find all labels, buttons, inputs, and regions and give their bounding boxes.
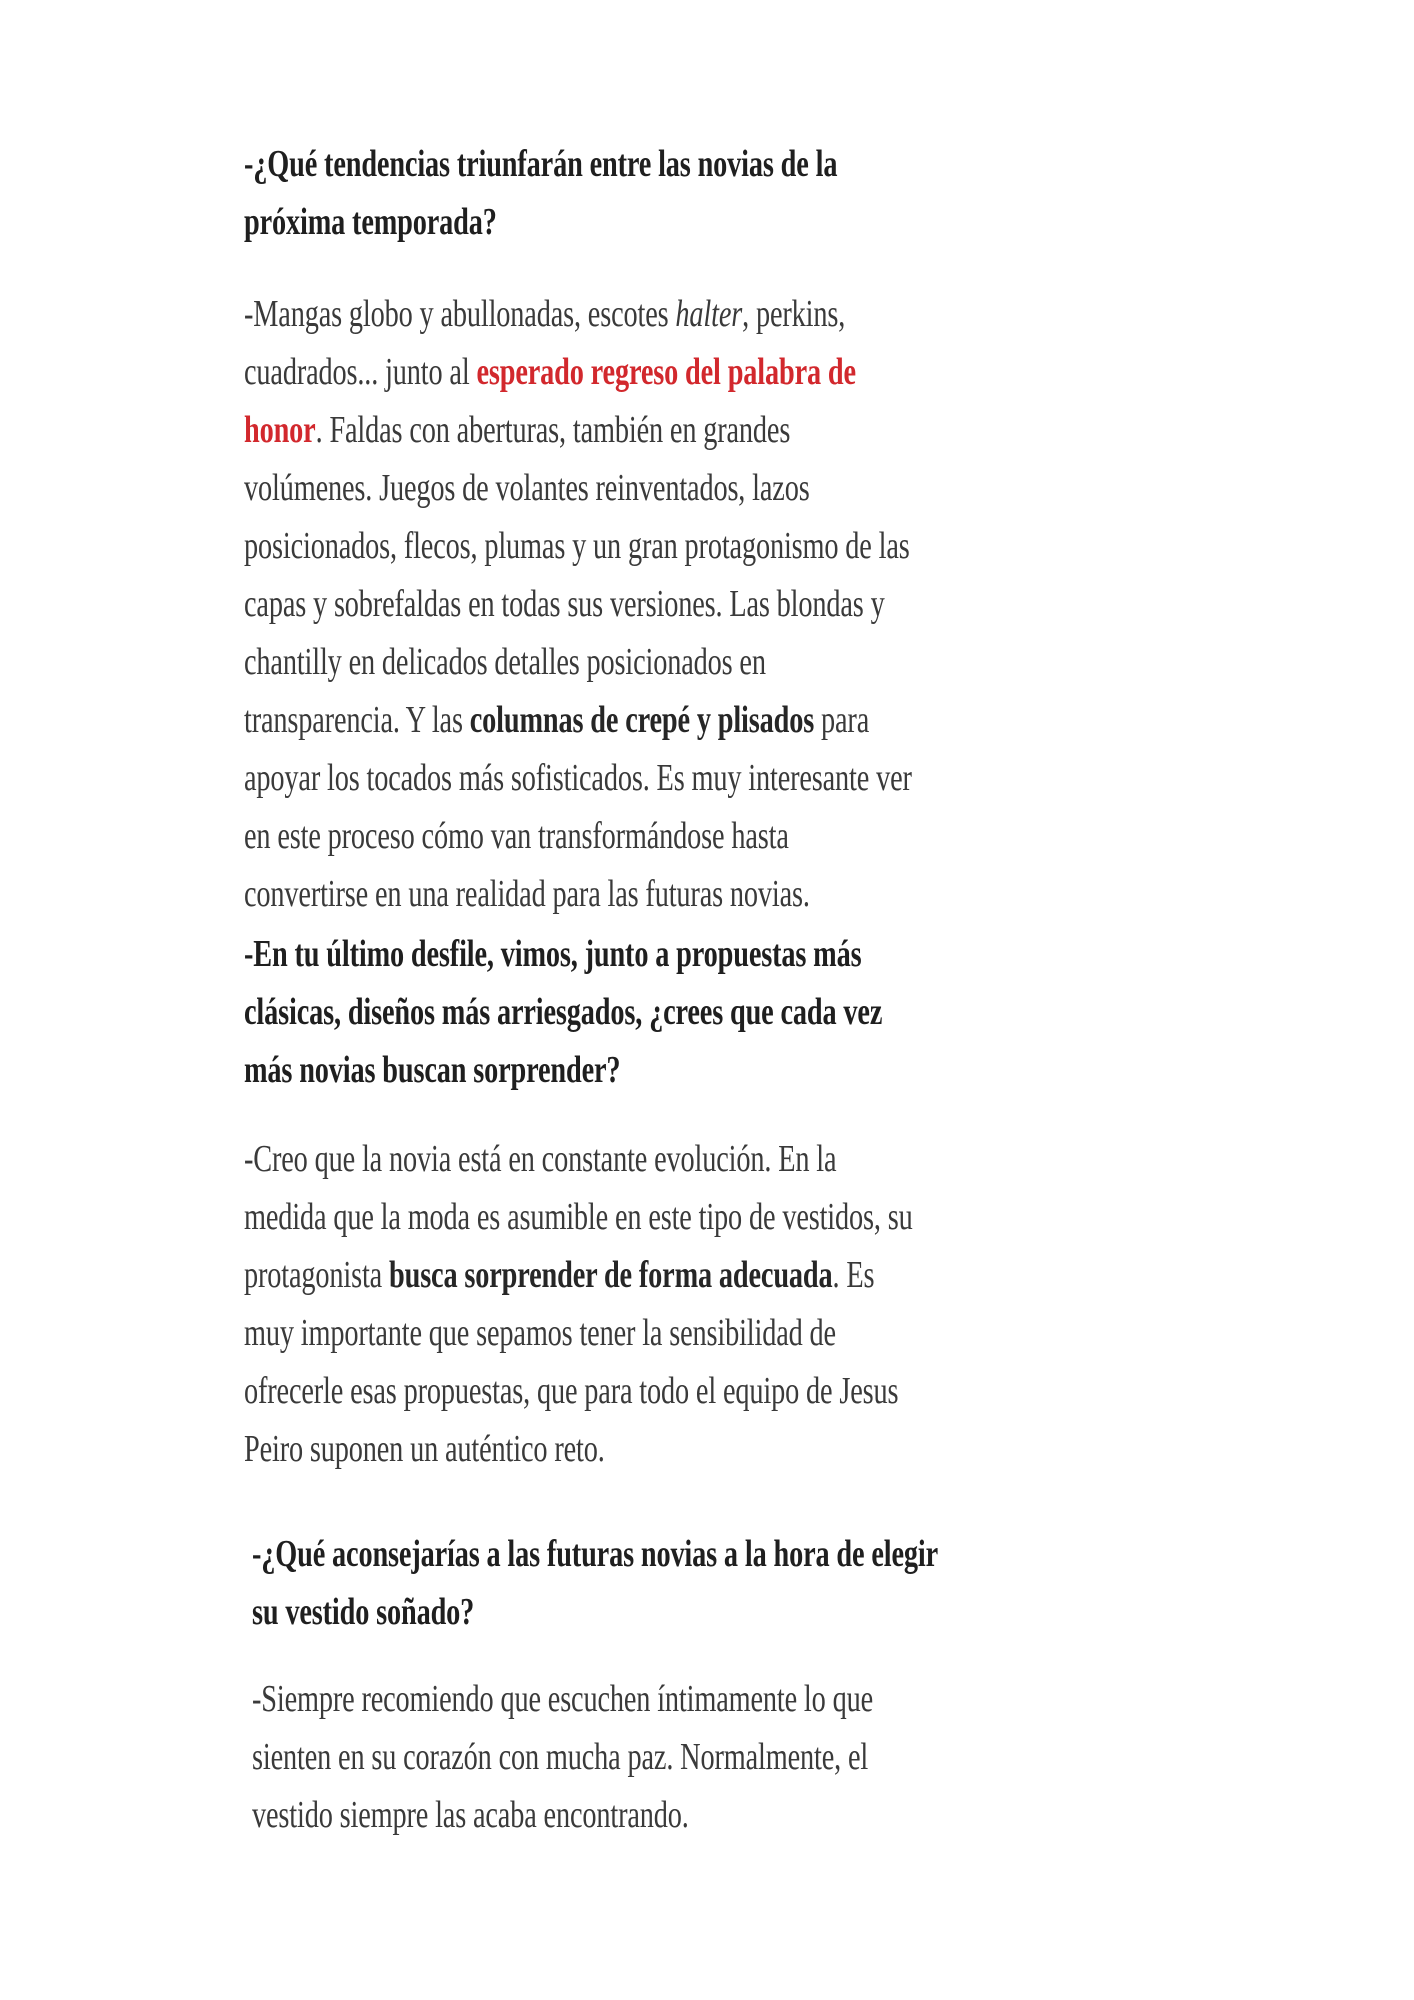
text-line xyxy=(244,517,912,575)
text-run: posicionados, flecos, plumas y un gran protagonismo de las xyxy=(244,525,910,567)
text-line xyxy=(244,401,912,459)
question-heading xyxy=(244,135,1041,251)
text-run: busca sorprender de forma adecuada xyxy=(389,1254,833,1296)
text-line xyxy=(244,865,912,923)
text-line xyxy=(252,1670,873,1728)
text-run: -Siempre recomiendo que escuchen íntimamente lo que xyxy=(252,1678,873,1720)
text-line xyxy=(244,1188,913,1246)
text-run: . Es xyxy=(832,1254,875,1296)
text-run: clásicas, diseños más arriesgados, ¿crees que cada vez xyxy=(244,991,883,1033)
text-run: apoyar los tocados más sofisticados. Es muy interesante ver xyxy=(244,757,912,799)
text-line xyxy=(244,1420,913,1478)
text-run: medida que la moda es asumible en este tipo de vestidos, su xyxy=(244,1196,913,1238)
text-line xyxy=(244,691,912,749)
text-run: muy importante que sepamos tener la sensibilidad de xyxy=(244,1312,836,1354)
text-run: convertirse en una realidad para las futuras novias. xyxy=(244,873,810,915)
text-line xyxy=(244,1130,913,1188)
text-run: en este proceso cómo van transformándose hasta xyxy=(244,815,789,857)
text-run: halter xyxy=(675,293,743,335)
text-line xyxy=(252,1786,873,1844)
text-line xyxy=(244,285,912,343)
text-line xyxy=(244,925,882,983)
question-heading xyxy=(252,1525,1173,1641)
highlighted-red-text: honor xyxy=(244,409,316,451)
highlighted-red-text: esperado regreso del palabra de xyxy=(476,351,856,393)
text-line xyxy=(244,1041,882,1099)
text-line xyxy=(244,193,837,251)
text-line xyxy=(244,1246,913,1304)
text-line xyxy=(244,807,912,865)
text-run: -Mangas globo y abullonadas, escotes xyxy=(244,293,676,335)
text-line xyxy=(252,1728,873,1786)
text-line xyxy=(244,749,912,807)
text-run: transparencia. Y las xyxy=(244,699,470,741)
answer-paragraph xyxy=(244,1130,1142,1478)
text-run: vestido siempre las acaba encontrando. xyxy=(252,1794,689,1836)
text-run: -En tu último desfile, vimos, junto a propuestas más xyxy=(244,933,862,975)
text-run: capas y sobrefaldas en todas sus versiones. Las blondas y xyxy=(244,583,885,625)
text-run: . Faldas con aberturas, también en grandes xyxy=(315,409,791,451)
text-run: próxima temporada? xyxy=(244,201,497,243)
text-line xyxy=(244,343,912,401)
text-run: columnas de crepé y plisados xyxy=(469,699,815,741)
text-line xyxy=(244,575,912,633)
answer-paragraph xyxy=(252,1670,1086,1844)
text-run: sienten en su corazón con mucha paz. Normalmente, el xyxy=(252,1736,869,1778)
text-run: volúmenes. Juegos de volantes reinventados, lazos xyxy=(244,467,810,509)
text-line xyxy=(244,1304,913,1362)
text-run: , perkins, xyxy=(742,293,846,335)
question-heading xyxy=(244,925,1101,1099)
text-run: chantilly en delicados detalles posicionados en xyxy=(244,641,766,683)
text-line xyxy=(244,135,837,193)
text-line xyxy=(244,983,882,1041)
text-run: Peiro suponen un auténtico reto. xyxy=(244,1428,605,1470)
text-run: cuadrados... junto al xyxy=(244,351,477,393)
text-run: su vestido soñado? xyxy=(252,1591,475,1633)
text-run: ofrecerle esas propuestas, que para todo el equipo de Jesus xyxy=(244,1370,899,1412)
text-line xyxy=(244,459,912,517)
text-run: -¿Qué tendencias triunfarán entre las novias de la xyxy=(244,143,838,185)
text-run: protagonista xyxy=(244,1254,390,1296)
text-line xyxy=(252,1525,938,1583)
text-line xyxy=(244,633,912,691)
text-run: para xyxy=(814,699,870,741)
text-run: -¿Qué aconsejarías a las futuras novias a la hora de elegir xyxy=(252,1533,938,1575)
text-run: más novias buscan sorprender? xyxy=(244,1049,621,1091)
text-line xyxy=(244,1362,913,1420)
text-run: -Creo que la novia está en constante evolución. En la xyxy=(244,1138,837,1180)
text-line xyxy=(252,1583,938,1641)
answer-paragraph xyxy=(244,285,1141,923)
